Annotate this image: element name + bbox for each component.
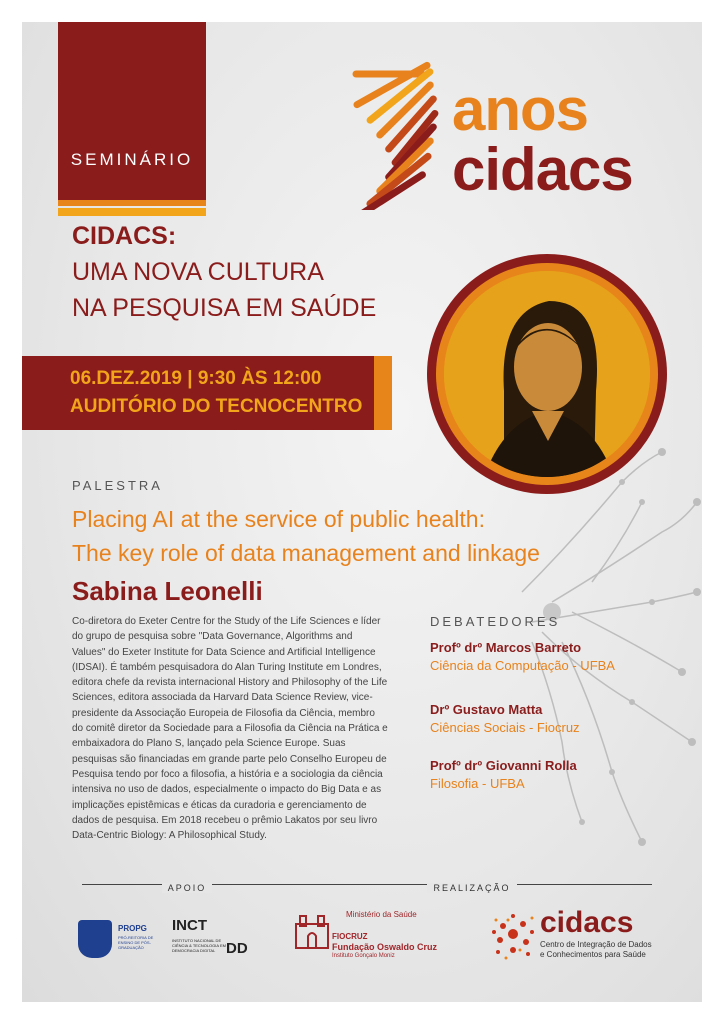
realizacao-heading [292, 878, 652, 896]
cidacs-logo: cidacs [540, 906, 634, 939]
fiocruz-institute: Instituto Gonçalo Moniz [332, 953, 395, 959]
debater-name: Profº drº Marcos Barreto [430, 640, 582, 655]
speaker-name: Sabina Leonelli [72, 576, 263, 606]
cidacs-subtitle-line2: e Conhecimentos para Saúde [540, 950, 646, 959]
debater-area: Filosofia - UFBA [430, 776, 525, 791]
debaters-label: DEBATEDORES [430, 614, 561, 629]
seminar-tag [58, 22, 206, 200]
debater-area: Ciências Sociais - Fiocruz [430, 720, 580, 735]
debater-name: Profº drº Giovanni Rolla [430, 758, 577, 773]
talk-label: PALESTRA [72, 478, 163, 493]
event-place: AUDITÓRIO DO TECNOCENTRO [70, 396, 363, 417]
ufba-shield-icon [78, 920, 112, 958]
event-date: 06.DEZ.2019 | 9:30 ÀS 12:00 [70, 368, 322, 389]
fiocruz-name: FIOCRUZ [332, 932, 368, 941]
talk-title-line1: Placing AI at the service of public health: [72, 506, 485, 532]
debater-item [430, 640, 615, 673]
fiocruz-ministry: Ministério da Saúde [346, 910, 417, 919]
debater-area: Ciência da Computação - UFBA [430, 658, 615, 673]
seminar-tag-label: SEMINÁRIO [70, 150, 194, 169]
anniversary-brand: cidacs [452, 136, 633, 203]
event-title-line2: UMA NOVA CULTURA [72, 258, 324, 286]
tag-stripe-yellow [58, 208, 206, 216]
realizacao-label: REALIZAÇÃO [427, 883, 516, 893]
cidacs-dots-icon [488, 906, 538, 962]
propg-subtitle: PRÓ-REITORIA DE ENSINO DE PÓS-GRADUAÇÃO [118, 935, 154, 950]
debater-item [430, 758, 577, 791]
speaker-bio: Co-diretora do Exeter Centre for the Study of the Life Sciences e líder do grupo de pesquisa sobre "Data Governance, Algorithms and Values" do Exeter Institute for Data Science and Artificial Intelligence (IDSAI). É também pesquisadora do Alan Turing Institute em Londres, editora chefe da revista internacional History and Philosophy of the Life Sciences, editora associada da Harvard Data Science Review, vice-presidente da Associação Europeia de Filosofia da Ciência, membro do comitê diretor da Sociedade para a Filosofia da Ciência na Prática e embaixadora do Plano S, lançado pela Science Europe. Suas pesquisas são financiadas em grande parte pelo Conselho Europeu de Pesquisa tendo por foco a filosofia, a história e a sociologia da ciência intensiva no uso de dados, especialmente o impacto do Big Data e as implicações epistêmicas e éticas da curadoria e gerenciamento de dados de pesquisa. Em 2018 recebeu o prêmio Lakatos por seu livro Data-Centric Biology: A Philosophical Study. [72, 616, 388, 842]
propg-logo: PROPG [118, 924, 147, 933]
three-stripes-logo-icon [348, 60, 458, 210]
event-title-line3: NA PESQUISA EM SAÚDE [72, 294, 377, 322]
debater-item [430, 702, 580, 735]
apoio-label: APOIO [162, 883, 213, 893]
poster [22, 22, 702, 1002]
event-title-line1: CIDACS: [72, 222, 177, 250]
talk-title-line2: The key role of data management and linkage [72, 540, 540, 566]
fiocruz-building-icon [292, 910, 332, 950]
inct-logo: INCT [172, 917, 207, 934]
fiocruz-full-name: Fundação Oswaldo Cruz [332, 942, 438, 952]
anniversary-anos: anos [452, 76, 589, 143]
tag-stripe-orange [58, 200, 206, 206]
inct-dd: DD [226, 940, 248, 957]
debater-name: Drº Gustavo Matta [430, 702, 543, 717]
inct-subtitle: INSTITUTO NACIONAL DE CIÊNCIA & TECNOLOGIA EM DEMOCRACIA DIGITAL [172, 938, 226, 953]
date-band-accent [374, 356, 392, 430]
apoio-heading [82, 878, 292, 896]
cidacs-subtitle-line1: Centro de Integração de Dados [540, 940, 652, 949]
